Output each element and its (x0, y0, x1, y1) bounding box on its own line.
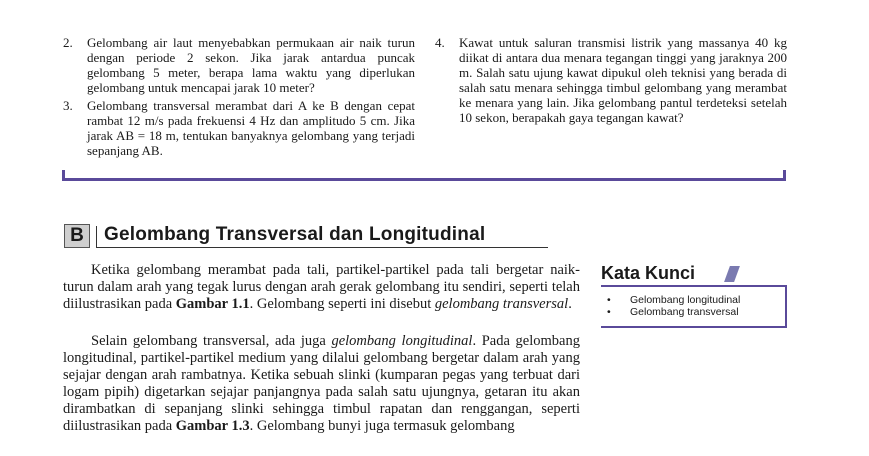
figure-reference: Gambar 1.3 (175, 418, 250, 434)
paragraph-1 (63, 262, 580, 313)
paragraph-text: Ketika gelombang merambat pada tali, partikel-partikel pada tali bergetar naik-turun dalam arah yang tegak lurus dengan arah gerak gelombang itu sendiri, seperti telah diilustrasikan pada (63, 262, 580, 312)
paragraph-text: Selain gelombang transversal, ada juga (91, 333, 332, 349)
exercise-bracket (62, 170, 786, 181)
term-italic: gelombang transversal (434, 296, 569, 312)
keyword-item (607, 294, 740, 306)
exercise-text: Kawat untuk saluran transmisi listrik yang massanya 40 kg diikat di antara dua menara tegangan tinggi yang jaraknya 200 m. Salah satu ujung kawat dipukul oleh teknisi yang berada di salah satu menara sehingga timbul gelombang yang merambat ke menara yang lain. Jika gelombang pantul terdeteksi setelah 10 sekon, berapakah gaya tegangan kawat? (459, 35, 787, 125)
heading-rule-vertical (96, 226, 97, 248)
exercise-number: 4. (435, 35, 445, 50)
exercise-2 (63, 35, 415, 95)
slash-decoration-icon (724, 266, 740, 282)
keyword-label: Gelombang longitudinal (630, 294, 741, 306)
section-title: Gelombang Transversal dan Longitudinal (104, 224, 486, 245)
paragraph-2 (63, 333, 580, 435)
exercise-text: Gelombang air laut menyebabkan permukaan air naik turun dengan periode 2 sekon. Jika jarak antardua puncak gelombang 5 meter, berapa lama waktu yang diperlukan gelombang untuk mencapai jarak 10 meter? (87, 35, 415, 95)
paragraph-text: . (568, 296, 572, 312)
bullet-icon: • (607, 306, 611, 318)
keyword-label: Gelombang transversal (630, 306, 739, 318)
figure-reference: Gambar 1.1 (175, 296, 250, 312)
paragraph-text: . Pada gelombang longitudinal, partikel-partikel medium yang dilalui gelombang bergetar dalam arah yang sejajar dengan arah rambatnya. Ketika sebuah slinki (kumparan pegas yang terbuat dari logam pipih) digetarkan sejajar panjangnya pada salah satu ujungnya, getaran itu akan dirambatkan di sepanjang slinki sehingga timbul rapatan dan renggangan, seperti diilustrasikan pada (63, 333, 580, 434)
kata-kunci-list (607, 294, 740, 318)
exercise-3 (63, 98, 415, 158)
paragraph-text: . Gelombang seperti ini disebut (249, 296, 435, 312)
paragraph-text: . Gelombang bunyi juga termasuk gelombang (249, 418, 515, 434)
section-letter-badge: B (64, 224, 90, 248)
exercise-number: 3. (63, 98, 73, 113)
bullet-icon: • (607, 294, 611, 306)
exercise-text: Gelombang transversal merambat dari A ke B dengan cepat rambat 12 m/s pada frekuensi 4 Hz dan amplitudo 5 cm. Jika jarak AB = 18 m, tentukan banyaknya gelombang yang terjadi sepanjang AB. (87, 98, 415, 158)
heading-rule-horizontal (96, 247, 548, 248)
exercise-4 (435, 35, 787, 125)
exercise-number: 2. (63, 35, 73, 50)
term-italic: gelombang longitudinal (331, 333, 473, 349)
kata-kunci-title: Kata Kunci (601, 263, 696, 283)
keyword-item (607, 306, 740, 318)
